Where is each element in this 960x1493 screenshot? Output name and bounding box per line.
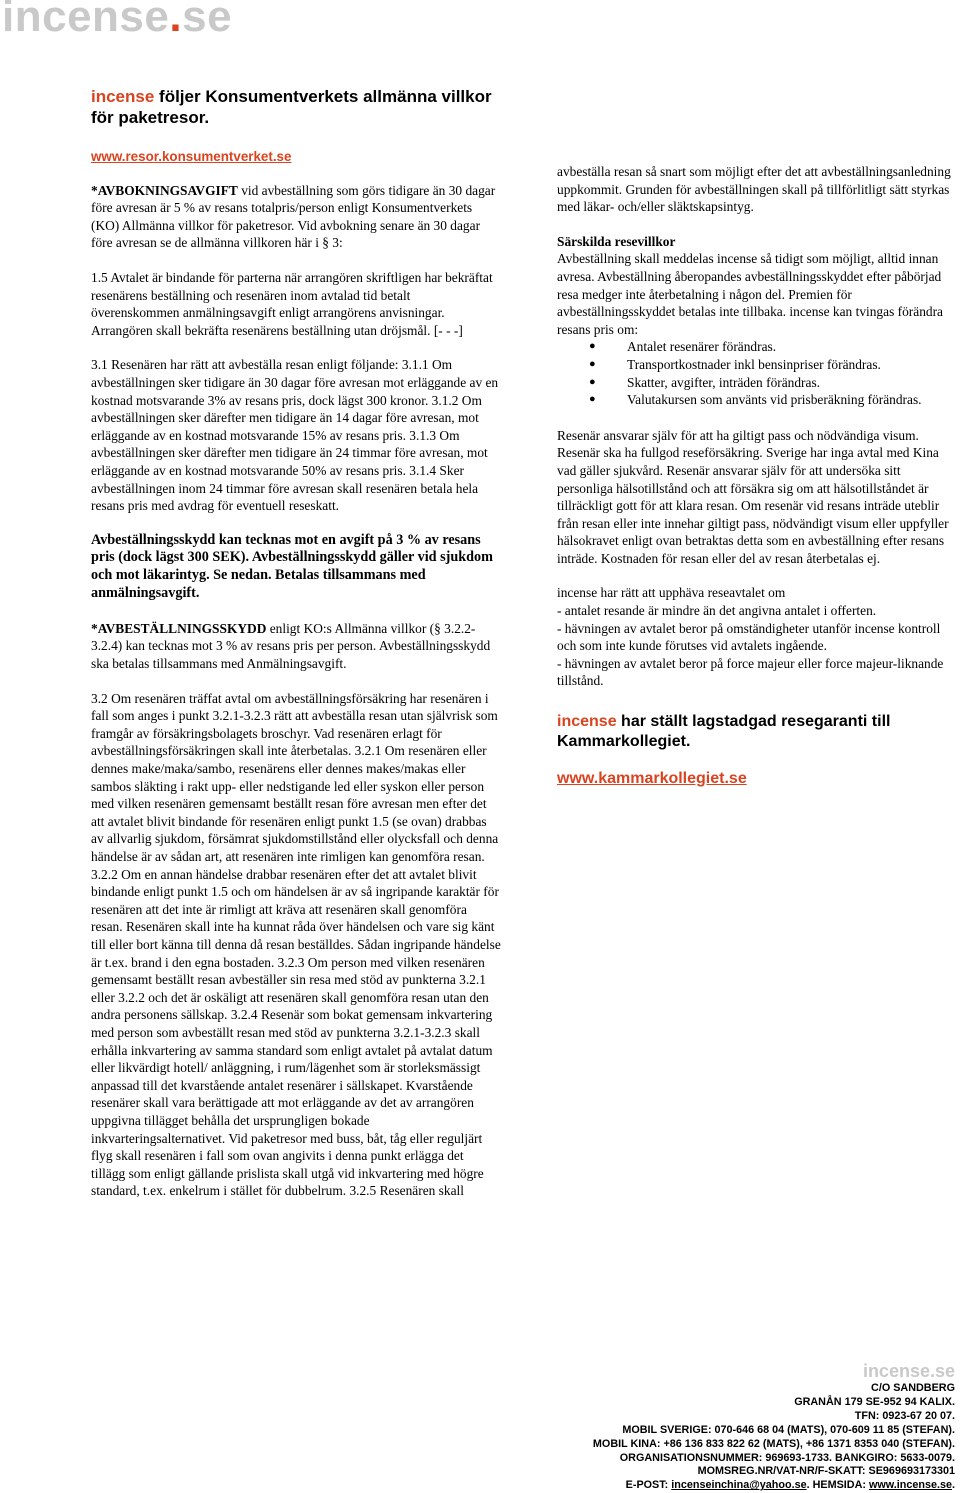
termination-line: - hävningen av avtalet beror på omständigheter utanför incense kontroll och som inte kunde förutses vid avtalets ingående. [557, 620, 941, 654]
guarantee-text: har ställt lagstadgad resegaranti till Kammarkollegiet. [557, 713, 891, 751]
list-item-text: Skatter, avgifter, inträden förändras. [627, 374, 821, 390]
footer-line: MOBIL KINA: +86 136 833 822 62 (MATS), +86 1371 8353 040 (STEFAN). [592, 1437, 955, 1450]
left-column [91, 86, 501, 1217]
price-change-list [557, 338, 957, 408]
avbokningsavgift-text: vid avbeställning som görs tidigare än 30 dagar före avresan är 5 % av resans totalpris/person enligt Konsumentverkets (KO) Allmänna villkor för paketresor. Vid avbokning senare än 30 dagar före avresan se de allmänna villkoren här i § 3: [91, 182, 496, 251]
logo-name: incense [2, 0, 170, 41]
termination-line: - antalet resande är mindre än det angivna antalet i offerten. [557, 603, 877, 619]
clause-1-5: 1.5 Avtalet är bindande för parterna när arrangören skriftligen har bekräftat resenärens beställning och resenären inom avtalad tid betalt överenskommen anmälningsavgift enligt arrangörens anvisningar. Arrangören skall bekräfta resenärens beställning utan dröjsmål. [- - -] [91, 269, 493, 338]
termination-paragraph [557, 584, 957, 690]
footer-line: ORGANISATIONSNUMMER: 969693-1733. BANKGIRO: 5633-0079. [619, 1451, 955, 1464]
footer-line [355, 1479, 955, 1493]
footer-contact [355, 1360, 955, 1493]
sarskilda-paragraph: Avbeställning skall meddelas incense så tidigt som möjligt, alltid innan avresa. Avbeställning åberopandes avbeställningsskyddet efter påbörjad resa medger inte återbetalning i någon del. Premien för avbeställningsskyddet betalas inte tillbaka. incense kan tvingas förändra resans pris om: [557, 251, 943, 337]
footer-line: MOBIL SVERIGE: 070-646 68 04 (MATS), 070-609 11 85 (STEFAN). [622, 1423, 955, 1436]
list-item-text: Valutakursen som använts vid prisberäkning förändras. [627, 392, 922, 408]
email-link[interactable]: incenseinchina@yahoo.se [671, 1479, 807, 1492]
avbestallningsskydd-label: *AVBESTÄLLNINGSSKYDD [91, 620, 267, 636]
kammarkollegiet-link[interactable]: www.kammarkollegiet.se [557, 770, 747, 788]
list-item-text: Transportkostnader inkl bensinpriser förändras. [627, 356, 881, 372]
continuation-paragraph: avbeställa resan så snart som möjligt efter det att avbeställningsanledning uppkommit. Grunden för avbeställningen skall på tillförlitligt sätt styrkas med läkar- och/eller släktskapsintyg. [557, 164, 951, 215]
list-item [557, 391, 957, 409]
travel-responsibility-paragraph: Resenär ansvarar själv för att ha giltigt pass och nödvändiga visum. Resenär ska ha fullgod reseförsäkring. Sverige har inga avtal med Kina vad gäller sjukvård. Resenär ansvarar själv för att undersöka sitt personliga hälsotillstånd och att försäkra sig om att hälsotillståndet är tillräckligt gott för att klara resan. Om resenär vid resans inträde uteblir från resan eller inte innehar giltigt pass, nödvändigt visum eller uppfyller hälsokravet enligt ovan betraktas detta som en avbeställning efter resans inträde. Kostnaden för resan eller del av resan återbetalas ej. [557, 427, 949, 566]
web-label: . HEMSIDA: [806, 1479, 869, 1492]
right-column [557, 163, 957, 788]
headline-text: följer Konsumentverkets allmänna villkor för paketresor. [91, 87, 492, 127]
list-item [557, 374, 957, 392]
termination-line: incense har rätt att upphäva reseavtalet om [557, 585, 786, 601]
bullet-icon: ● [589, 357, 596, 370]
web-link[interactable]: www.incense.se [868, 1479, 952, 1492]
footer-logo: incense.se [862, 1361, 955, 1381]
headline-brand: incense [91, 87, 155, 106]
list-item-text: Antalet resenärer förändras. [627, 339, 777, 355]
avbestallningsskydd-text: enligt KO:s Allmänna villkor (§ 3.2.2-3.2.4) kan tecknas mot 3 % av resans pris per person. Avbeställningsskydd ska betalas tillsammans med Anmälningsavgift. [91, 620, 491, 672]
list-item [557, 356, 957, 374]
logo-tld: se [182, 0, 233, 41]
footer-end: . [952, 1479, 955, 1492]
bullet-icon: ● [589, 340, 596, 353]
footer-line: MOMSREG.NR/VAT-NR/F-SKATT: SE969693173301 [697, 1465, 955, 1478]
email-label: E-POST: [625, 1479, 672, 1492]
incense-logo [2, 0, 232, 42]
logo-dot: . [169, 0, 183, 41]
avbestallningsskydd-paragraph [91, 620, 501, 673]
avbestallningsskydd-notice: Avbeställningsskydd kan tecknas mot en avgift på 3 % av resans pris (dock lägst 300 SEK). Avbeställningsskydd gäller vid sjukdom och mot läkarintyg. Se nedan. Betalas tillsammans med anmälningsavgift. [91, 531, 493, 602]
guarantee-brand: incense [557, 713, 617, 731]
headline [91, 86, 501, 128]
termination-line: - hävningen av avtalet beror på force majeur eller force majeur-liknande tillstånd. [557, 655, 944, 689]
bullet-icon: ● [589, 393, 596, 406]
clause-3-1: 3.1 Resenären har rätt att avbeställa resan enligt följande: 3.1.1 Om avbeställningen sker tidigare än 30 dagar före avresan mot erläggande av en kostnad motsvarande 3% av resans pris, dock lägst 300 kronor. 3.1.2 Om avbeställningen sker därefter men tidigare än 14 dagar före avresan, mot erläggande av en kostnad motsvarande 15% av resans pris. 3.1.3 Om avbeställningen sker därefter men tidigare än 24 timmar före avresan, mot erläggande av en kostnad motsvarande 50% av resans pris. 3.1.4 Sker avbeställningen inom 24 timmar före avresan skall resenären betala hela resans pris med avdrag för eventuell reseskatt. [91, 357, 499, 514]
resegaranti-statement [557, 712, 957, 752]
footer-line: GRANÅN 179 SE-952 94 KALIX. [794, 1395, 955, 1408]
avbokningsavgift-paragraph [91, 182, 501, 252]
footer-line: C/O SANDBERG [871, 1382, 955, 1394]
clause-3-2: 3.2 Om resenären träffat avtal om avbeställningsförsäkring har resenären i fall som anges i punkt 3.2.1-3.2.3 rätt att avbeställa resan utan självrisk som framgår av försäkringsbolagets broschyr. Vad resenären erlagt för avbeställningsförsäkringen skall inte återbetalas. 3.2.1 Om resenären eller dennes make/maka/sambo, resenärens eller dennes makes/makas eller sambos släkting i rakt upp- eller nedstigande led eller syskon eller person med vilken resenären gemensamt beställt resan före avresan men efter det att avtalet blivit bindande för resenären enligt punkt 1.5 (se ovan) drabbas av allvarlig sjukdom, försämrat sjukdomstillstånd eller olycksfall och denna händelse är av sådan art, att resenären inte rimligen kan genomföra resan. 3.2.2 Om en annan händelse drabbar resenären efter det att avtalet blivit bindande enligt punkt 1.5 och om händelsen är av så ingripande karaktär för resenären att det inte är rimligt att kräva att resenären skall genomföra resan. Resenären skall inte ha kunnat råda över händelsen och vare sig känt till eller bort känna till denna då resan beställdes. Sådan ingripande händelse är t.ex. brand i den egna bostaden. 3.2.3 Om person med vilken resenären gemensamt beställt resan avbeställer sin resa med stöd av punkterna 3.2.1 eller 3.2.2 och det är oskäligt att resenären skall genomföra resan utan den andra personens sällskap. 3.2.4 Resenär som bokat gemensam inkvartering med person som avbeställt resan med stöd av punkterna 3.2.1-3.2.3 skall erhålla inkvartering av samma standard som enligt avtalet på avtalat datum eller likvärdigt hotell/ anläggning, i rum/lägenhet som är storleksmässigt anpassad till det kvarstående antalet resenärer i sällskapet. Kvarstående resenärer skall vara berättigade att mot erläggande av det av arrangören uppgivna tillägget behålla det ursprungligen bokade inkvarteringsalternativet. Vid paketresor med buss, båt, tåg eller reguljärt flyg skall resenären i fall som ovan angivits i denna punkt erlägga det tillägg som enligt gällande prislista skall utgå vid inkvartering med högre standard, t.ex. enkelrum i stället för dubbelrum. 3.2.5 Resenären skall [91, 690, 501, 1199]
section-title-sarskilda: Särskilda resevillkor [557, 233, 676, 249]
avbokningsavgift-label: *AVBOKNINGSAVGIFT [91, 182, 238, 198]
footer-line: TFN: 0923-67 20 07. [854, 1409, 955, 1422]
list-item [557, 338, 957, 356]
konsumentverket-link[interactable]: www.resor.konsumentverket.se [91, 149, 292, 164]
bullet-icon: ● [589, 375, 596, 388]
